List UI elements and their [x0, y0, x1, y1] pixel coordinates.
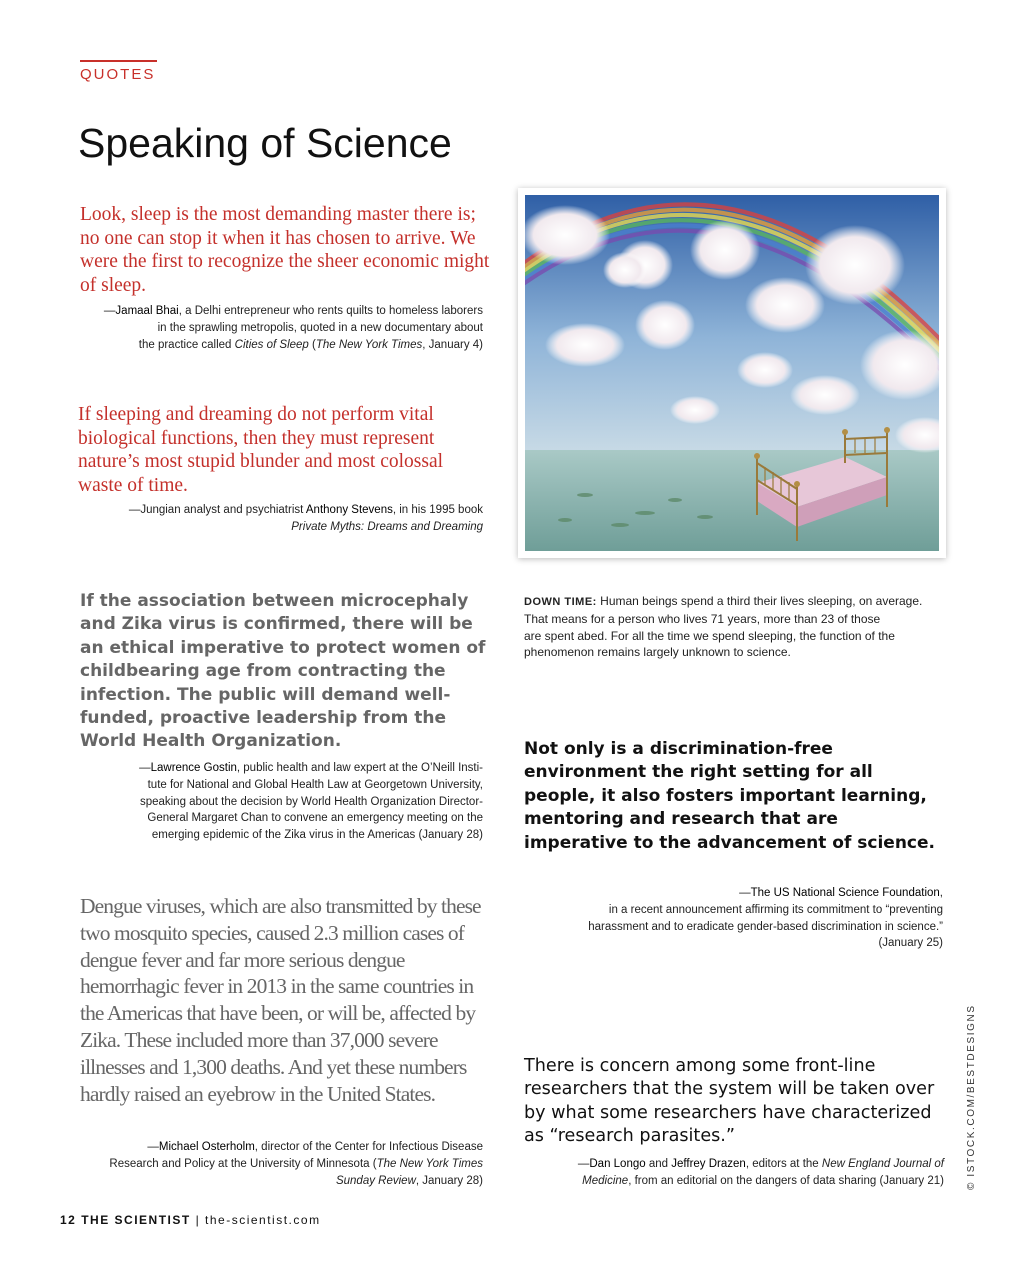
attribution-michael-osterholm: —Michael Osterholm, director of the Center for Infectious Disease Research and Policy at the University of Minnesota (The New York Times Sunday Review, January 28) [109, 1141, 483, 1187]
footer-separator: | [195, 1213, 201, 1227]
page-number: 12 [60, 1213, 77, 1227]
photo-caption: DOWN TIME: Human beings spend a third their lives sleeping, on average. That means for a person who lives 71 years, more than 23 of those are spent abed. For all the time we spend sleeping, the function of the phenomenon remains largely unknown to science. [524, 594, 923, 660]
quote-dreaming-blunder: If sleeping and dreaming do not perform vital biological functions, then they must represent nature’s most stupid blunder and most colossal waste of time. [78, 404, 444, 496]
person-name: Lawrence Gostin [150, 762, 237, 774]
quote-research-parasites: There is concern among some front-line researchers that the system will be taken over by what some researchers have characterized as “research parasites.” [524, 1056, 935, 1147]
quote-discrimination-free: Not only is a discrimination-free environment the right setting for all people, it also fosters important learning, mentoring and research that are imperative to the advancement of science. [524, 739, 935, 853]
quote-dengue-viruses: Dengue viruses, which are also transmitted by these two mosquito species, caused 2.3 million cases of dengue fever and far more serious dengue hemorrhagic fever in 2013 in the same countries in the Americas that have been, or will be, affected by Zika. These included more than 37,000 severe illnesses and 1,300 deaths. And yet these numbers hardly raised an eyebrow in the United States. [80, 894, 481, 1106]
page-footer [60, 1213, 321, 1227]
person-name: Michael Osterholm [158, 1141, 255, 1153]
section-rule [80, 60, 157, 62]
page-title: Speaking of Science [78, 120, 452, 166]
photo-credit: © ISTOCK.COM/BESTDESIGNS [966, 1004, 977, 1190]
person-name: Jamaal Bhai [115, 305, 179, 317]
quote-zika-microcephaly: If the association between microcephaly and Zika virus is confirmed, there will be an ethical imperative to protect women of childbearing age from contracting the infection. The public will demand well-funded, proactive leadership from the World Health Organization. [80, 591, 486, 752]
quote-sleep-master: Look, sleep is the most demanding master there is; no one can stop it when it has chosen to arrive. We were the first to recognize the sheer economic might of sleep. [80, 204, 490, 296]
bed-rainbow-photo [518, 188, 946, 558]
magazine-url[interactable]: the-scientist.com [205, 1213, 321, 1227]
section-label: QUOTES [80, 66, 156, 83]
attribution-anthony-stevens: —Jungian analyst and psychiatrist Anthony Stevens, in his 1995 book Private Myths: Dreams and Dreaming [128, 504, 483, 533]
person-name: Anthony Stevens [305, 504, 393, 516]
person-name: Dan Longo [589, 1158, 646, 1170]
attribution-lawrence-gostin: —Lawrence Gostin, public health and law expert at the O’Neill Insti- tute for National and Global Health Law at Georgetown University, speaking about the decision by World Health Organization Director- General Margaret Chan to convene an emergency meeting on the emerging epidemic of the Zika virus in the Americas (January 28) [139, 762, 483, 842]
magazine-name: THE SCIENTIST [81, 1213, 191, 1227]
attribution-longo-drazen: —Dan Longo and Jeffrey Drazen, editors at the New England Journal of Medicine, from an editorial on the dangers of data sharing (January 21) [577, 1158, 944, 1187]
organization-name: The US National Science Foundation [750, 887, 940, 899]
person-name: Jeffrey Drazen [671, 1158, 746, 1170]
attribution-nsf: —The US National Science Foundation, in a recent announcement affirming its commitment to “preventing harassment and to eradicate gender-based discrimination in science.” (January 25) [588, 887, 943, 950]
bed-in-sea-image [525, 195, 939, 551]
attribution-jamaal-bhai: —Jamaal Bhai, a Delhi entrepreneur who rents quilts to homeless laborers in the sprawling metropolis, quoted in a new documentary about the practice called Cities of Sleep (The New York Times, January 4) [103, 305, 483, 351]
caption-label: DOWN TIME: [524, 596, 597, 608]
